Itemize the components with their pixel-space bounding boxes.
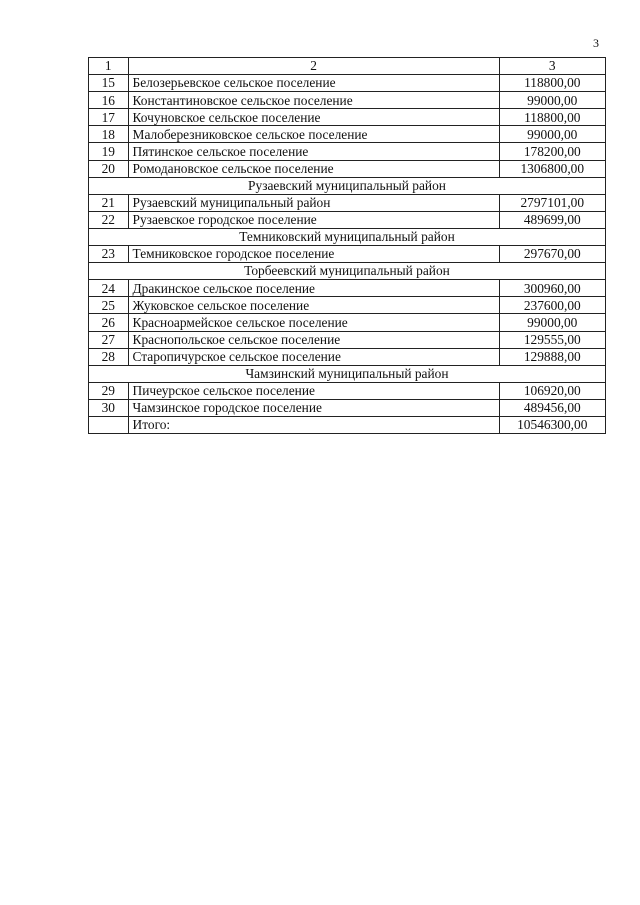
amount-value: 237600,00	[499, 297, 605, 314]
table-header-row	[89, 58, 606, 75]
row-number: 25	[89, 297, 129, 314]
table-row	[89, 211, 606, 228]
header-col-3: 3	[499, 58, 605, 75]
amount-value: 1306800,00	[499, 160, 605, 177]
settlement-name: Старопичурское сельское поселение	[128, 348, 499, 365]
allocation-table	[88, 57, 606, 434]
settlement-name: Рузаевский муниципальный район	[128, 194, 499, 211]
district-title: Рузаевский муниципальный район	[89, 177, 606, 194]
amount-value: 129888,00	[499, 348, 605, 365]
table-row	[89, 382, 606, 399]
amount-value: 99000,00	[499, 126, 605, 143]
row-number: 23	[89, 246, 129, 263]
district-title: Темниковский муниципальный район	[89, 228, 606, 245]
amount-value: 99000,00	[499, 92, 605, 109]
settlement-name: Кочуновское сельское поселение	[128, 109, 499, 126]
settlement-name: Ромодановское сельское поселение	[128, 160, 499, 177]
amount-value: 129555,00	[499, 331, 605, 348]
settlement-name: Жуковское сельское поселение	[128, 297, 499, 314]
settlement-name: Чамзинское городское поселение	[128, 399, 499, 416]
district-title: Чамзинский муниципальный район	[89, 365, 606, 382]
settlement-name: Пичеурское сельское поселение	[128, 382, 499, 399]
row-number: 18	[89, 126, 129, 143]
row-number: 20	[89, 160, 129, 177]
amount-value: 118800,00	[499, 75, 605, 92]
header-col-1: 1	[89, 58, 129, 75]
table-row	[89, 194, 606, 211]
row-number: 26	[89, 314, 129, 331]
total-row	[89, 416, 606, 433]
allocation-table-body	[89, 58, 606, 434]
district-group-row	[89, 228, 606, 245]
row-number: 30	[89, 399, 129, 416]
district-group-row	[89, 177, 606, 194]
table-row	[89, 331, 606, 348]
row-number: 17	[89, 109, 129, 126]
settlement-name: Итого:	[128, 416, 499, 433]
amount-value: 489456,00	[499, 399, 605, 416]
row-number: 27	[89, 331, 129, 348]
amount-value: 297670,00	[499, 246, 605, 263]
table-row	[89, 399, 606, 416]
amount-value: 178200,00	[499, 143, 605, 160]
table-row	[89, 280, 606, 297]
row-number	[89, 416, 129, 433]
row-number: 24	[89, 280, 129, 297]
district-group-row	[89, 365, 606, 382]
row-number: 16	[89, 92, 129, 109]
row-number: 29	[89, 382, 129, 399]
district-group-row	[89, 263, 606, 280]
table-row	[89, 75, 606, 92]
row-number: 19	[89, 143, 129, 160]
header-col-2: 2	[128, 58, 499, 75]
amount-value: 10546300,00	[499, 416, 605, 433]
district-title: Торбеевский муниципальный район	[89, 263, 606, 280]
settlement-name: Краснопольское сельское поселение	[128, 331, 499, 348]
settlement-name: Рузаевское городское поселение	[128, 211, 499, 228]
table-row	[89, 314, 606, 331]
amount-value: 99000,00	[499, 314, 605, 331]
settlement-name: Дракинское сельское поселение	[128, 280, 499, 297]
page-number: 3	[593, 36, 599, 50]
table-row	[89, 143, 606, 160]
row-number: 21	[89, 194, 129, 211]
amount-value: 118800,00	[499, 109, 605, 126]
table-row	[89, 246, 606, 263]
amount-value: 489699,00	[499, 211, 605, 228]
row-number: 15	[89, 75, 129, 92]
amount-value: 106920,00	[499, 382, 605, 399]
settlement-name: Темниковское городское поселение	[128, 246, 499, 263]
amount-value: 300960,00	[499, 280, 605, 297]
settlement-name: Красноармейское сельское поселение	[128, 314, 499, 331]
table-row	[89, 160, 606, 177]
table-row	[89, 297, 606, 314]
settlement-name: Белозерьевское сельское поселение	[128, 75, 499, 92]
settlement-name: Константиновское сельское поселение	[128, 92, 499, 109]
amount-value: 2797101,00	[499, 194, 605, 211]
table-row	[89, 126, 606, 143]
row-number: 28	[89, 348, 129, 365]
row-number: 22	[89, 211, 129, 228]
table-row	[89, 92, 606, 109]
settlement-name: Пятинское сельское поселение	[128, 143, 499, 160]
table-row	[89, 109, 606, 126]
table-row	[89, 348, 606, 365]
settlement-name: Малоберезниковское сельское поселение	[128, 126, 499, 143]
